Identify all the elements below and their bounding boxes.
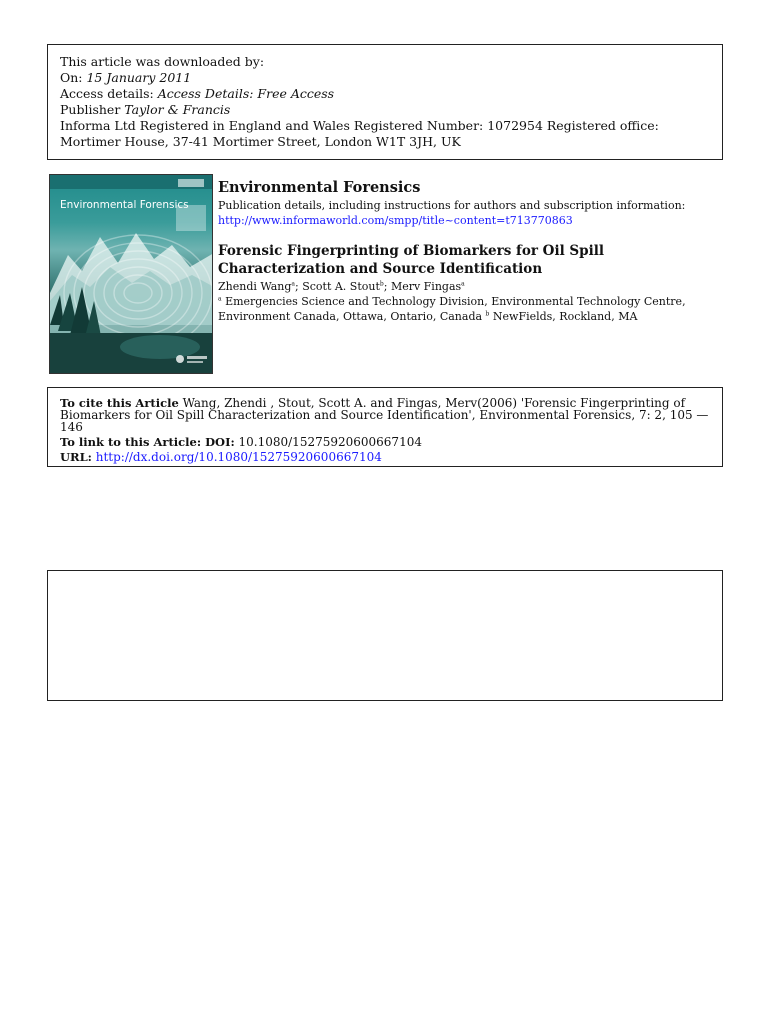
- author-name: Merv Fingas: [390, 280, 462, 293]
- url-label: URL:: [60, 450, 92, 464]
- download-info-box: [47, 44, 723, 160]
- doi-url-link[interactable]: http://dx.doi.org/10.1080/15275920600667104: [91, 450, 382, 464]
- citation-box: [47, 387, 723, 467]
- affiliations: [218, 294, 718, 324]
- author-affiliation-mark: a: [461, 280, 465, 288]
- doi-row: [60, 436, 710, 448]
- downloaded-by-line: This article was downloaded by:: [60, 54, 265, 69]
- article-title: Forensic Fingerprinting of Biomarkers for Oil Spill Characterization and Source Identification: [218, 243, 604, 277]
- author-affiliation-mark: b: [379, 280, 384, 288]
- access-value: Access Details: Free Access: [157, 86, 335, 101]
- publisher-line: [60, 102, 710, 118]
- cite-row: [60, 397, 710, 433]
- journal-url-link[interactable]: http://www.informaworld.com/smpp/title~content=t713770863: [218, 214, 573, 227]
- cover-title: Environmental Forensics: [60, 199, 189, 211]
- article-info: [218, 180, 718, 324]
- author-separator: ;: [295, 280, 303, 293]
- url-row: [60, 451, 710, 463]
- registered-office-line: Informa Ltd Registered in England and Wales Registered Number: 1072954 Registered office: Mortimer House, 37-41 Mortimer Street, London W1T 3JH, UK: [60, 118, 659, 149]
- publication-details: Publication details, including instructions for authors and subscription information:: [218, 199, 686, 212]
- download-date-line: [60, 70, 710, 86]
- author-name: Zhendi Wang: [218, 280, 292, 293]
- cite-label: To cite this Article: [60, 396, 179, 410]
- publisher-value: Taylor & Francis: [124, 102, 231, 117]
- author-separator: ;: [383, 280, 391, 293]
- access-details-line: [60, 86, 710, 102]
- doi-label: To link to this Article: DOI:: [60, 435, 235, 449]
- cite-text: Wang, Zhendi , Stout, Scott A. and Fingas, Merv(2006) 'Forensic Fingerprinting of Biomarkers for Oil Spill Characterization and Source Identification', Environmental Forensics, 7: 2, 105 — 146: [60, 396, 709, 434]
- doi-value: 10.1080/15275920600667104: [234, 435, 422, 449]
- author-affiliation-mark: a: [291, 280, 295, 288]
- journal-title: Environmental Forensics: [218, 179, 421, 196]
- affiliation-mark: b: [485, 310, 490, 318]
- publisher-label: Publisher: [60, 102, 125, 117]
- access-label: Access details:: [60, 86, 158, 101]
- affiliation-b: NewFields, Rockland, MA: [489, 310, 638, 323]
- journal-cover-image: [49, 174, 213, 374]
- empty-notice-box: [47, 570, 723, 701]
- author-name: Scott A. Stout: [302, 280, 380, 293]
- affiliation-mark: a: [218, 295, 222, 303]
- authors-line: [218, 279, 718, 294]
- affiliation-a: Emergencies Science and Technology Division, Environmental Technology Centre, Environment Canada, Ottawa, Ontario, Canada: [218, 295, 686, 323]
- on-label: On:: [60, 70, 87, 85]
- download-date: 15 January 2011: [86, 70, 192, 85]
